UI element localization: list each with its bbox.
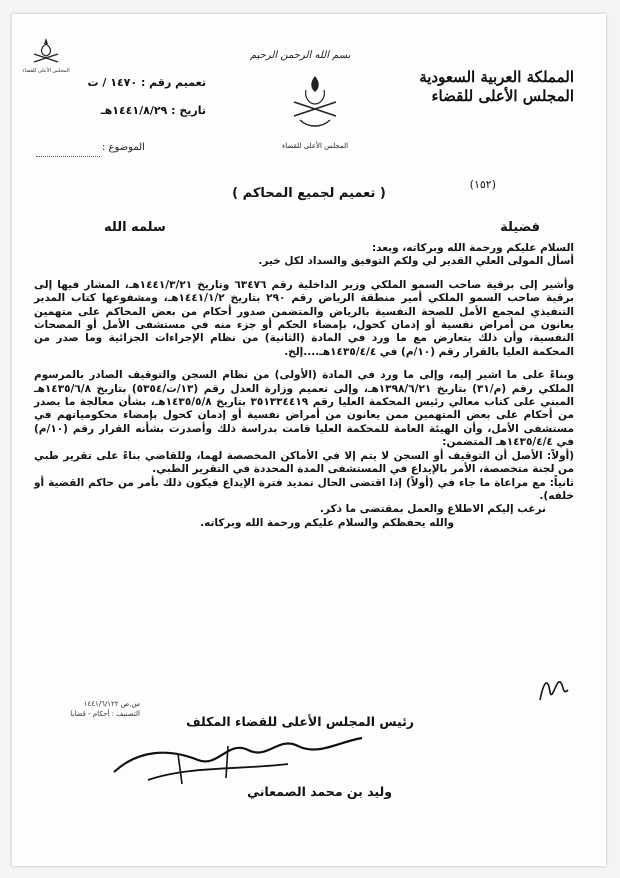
addressee-honorific: فضيلة xyxy=(500,220,540,235)
council-emblem-icon xyxy=(280,72,350,156)
bismillah: بسم الله الرحمن الرحيم xyxy=(250,50,351,61)
classification: التصنيف : أحكام - قضايا xyxy=(70,710,140,718)
point-1: (أولاً: الأصل أن التوقيف أو السجن لا يتم إلا في الأماكن المخصصة لهما، وللقاضي بناءً على تقرير طبي من لجنة متخصصة، الأمر بالإيداع في المستشفى المدة المحددة في التقرير الطبي. xyxy=(34,449,574,476)
circular-title: ( تعميم لجميع المحاكم ) xyxy=(232,186,386,201)
subject-line xyxy=(36,156,100,157)
letterhead-number: (١٥٢) xyxy=(469,178,496,191)
circular-date: تاريخ : ١٤٤١/٨/٢٩هـ xyxy=(100,104,206,117)
paragraph-1: وأشير إلى برقية صاحب السمو الملكي وزير الداخلية رقم ٦٣٤٧٦ وتاريخ ١٤٤١/٣/٢١هـ، المشار فيها إلى برقية صاحب السمو الملكي أمير منطقة الرياض رقم ٢٩٠ بتاريخ ١٤٤١/١/٢هـ، ومشفوعها كتاب المدير التنفيذي لمجمع الأمل للصحة النفسية بالرياض والمتضمن صدور أحكام من بعض المحاكم على متهمين يعانون من أمراض نفسية أو إدمان كحول، بإمضاء الحكم أو جزء منه في مستشفى الأمل أو المصحات النفسية، وأن ذلك يتعارض مع ما ورد في المادة (الثانية) من نظام الإجراءات الجزائية وما صدر من المحكمة العليا بالقرار رقم (١٠/م) في ١٤٣٥/٤/٤هـ....إلخ. xyxy=(34,278,575,358)
signatory-name: وليد بن محمد الصمعاني xyxy=(247,784,392,799)
signatory-title: رئيس المجلس الأعلى للقضاء المكلف xyxy=(186,714,414,729)
letterhead-title xyxy=(354,68,574,106)
small-emblem-caption: المجلس الأعلى للقضاء xyxy=(22,68,70,74)
letter-body xyxy=(34,242,574,530)
council-name: المجلس الأعلى للقضاء xyxy=(431,87,574,105)
form-reference: س.ص ١٤٤١/٦/١٢٢ xyxy=(83,700,140,708)
dua-line: أسأل المولى العلي القدير لي ولكم التوفيق والسداد لكل خير. xyxy=(258,255,574,268)
salam-line: السلام عليكم ورحمة الله وبركاته، وبعد: xyxy=(371,242,574,254)
subject-label: الموضوع : xyxy=(102,142,145,153)
circular-number: تعميم رقم : ١٤٧٠ / ت xyxy=(87,76,206,89)
request-line: نرغب إليكم الاطلاع والعمل بمقتضى ما ذكر. xyxy=(320,503,546,516)
document-page xyxy=(12,14,606,866)
paragraph-2: وبناءً على ما اشير إليه، وإلى ما ورد في المادة (الأولى) من نظام السجن والتوقيف الصادر بالمرسوم الملكي رقم (م/٣١) بتاريخ ١٣٩٨/٦/٢١هـ، وإلى تعميم وزارة العدل رقم (١٣/ت/٥٣٥٤) بتاريخ ١٤٣٥/٦/٨هـ المبني على كتاب معالي رئيس المحكمة العليا رقم ٣٥١٣٣٤٤١٩ بتاريخ ١٤٣٥/٥/٨هـ، بشأن معالجة ما يصدر من أحكام على بعض المتهمين ممن يعانون من أمراض نفسية أو إدمان كحول بإمضاء محكومياتهم في مستشفى الأمل، وأن الهيئة العامة للمحكمة العليا قامت بدراسة ذلك وأصدرت بشأنه القرار رقم (١٠/م) في ١٤٣٥/٤/٤هـ المتضمن: xyxy=(34,369,575,449)
small-emblem-icon xyxy=(22,34,70,76)
point-2: ثانياً: مع مراعاة ما جاء في (أولاً) إذا اقتضى الحال تمديد فترة الإيداع فيكون ذلك بأمر من حاكم القضية أو خلفه). xyxy=(34,476,574,502)
initials-signature-icon xyxy=(536,672,572,706)
emblem-caption: المجلس الأعلى للقضاء xyxy=(281,142,349,150)
handwritten-signature-icon xyxy=(108,720,368,794)
addressee-greeting: سلمه الله xyxy=(104,220,166,235)
kingdom-name: المملكة العربية السعودية xyxy=(419,68,574,86)
closing-line: والله يحفظكم والسلام عليكم ورحمة الله وبركاته. xyxy=(200,516,454,529)
